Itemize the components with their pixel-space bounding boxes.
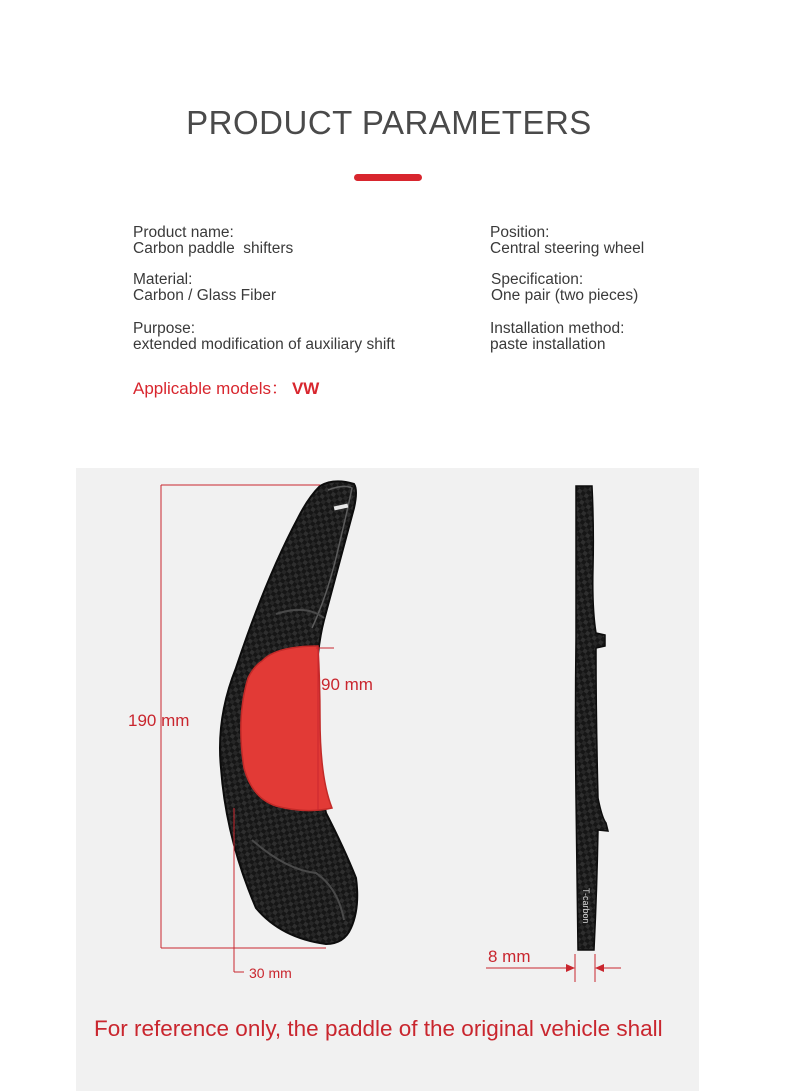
paddle-drawing	[76, 468, 699, 1091]
applicable-models-label: Applicable models：	[133, 379, 288, 398]
title-underline	[354, 174, 422, 181]
param-label: Product name:	[133, 224, 234, 241]
param-installation	[490, 321, 624, 353]
param-material	[133, 272, 276, 304]
product-dimension-panel	[76, 468, 699, 1091]
param-label: Position:	[490, 224, 550, 241]
reference-note: For reference only, the paddle of the original vehicle shall	[94, 1016, 663, 1041]
param-value: paste installation	[490, 336, 606, 353]
page-title: PRODUCT PARAMETERS	[186, 104, 592, 141]
param-label: Installation method:	[490, 320, 625, 337]
param-label: Material:	[133, 271, 193, 288]
applicable-models-value: VW	[291, 379, 320, 398]
param-value: Central steering wheel	[490, 240, 645, 257]
param-purpose	[133, 321, 395, 353]
param-value: Carbon paddle shifters	[133, 240, 294, 257]
param-label: Purpose:	[133, 320, 196, 337]
paddle-side	[576, 486, 609, 950]
param-value: One pair (two pieces)	[491, 287, 639, 304]
applicable-models	[133, 374, 319, 399]
dimension-width-label: 30 mm	[249, 965, 292, 981]
dimension-pad-height-label: 90 mm	[321, 675, 373, 694]
param-value: extended modification of auxiliary shift	[133, 336, 395, 353]
param-specification	[491, 272, 638, 304]
side-brand-text: T-carbon	[581, 888, 591, 924]
param-value: Carbon / Glass Fiber	[133, 287, 276, 304]
dimension-height-label: 190 mm	[128, 711, 190, 730]
dimension-thickness-label: 8 mm	[488, 947, 531, 966]
param-position	[490, 225, 644, 257]
param-product-name	[133, 225, 293, 257]
param-label: Specification:	[491, 271, 584, 288]
